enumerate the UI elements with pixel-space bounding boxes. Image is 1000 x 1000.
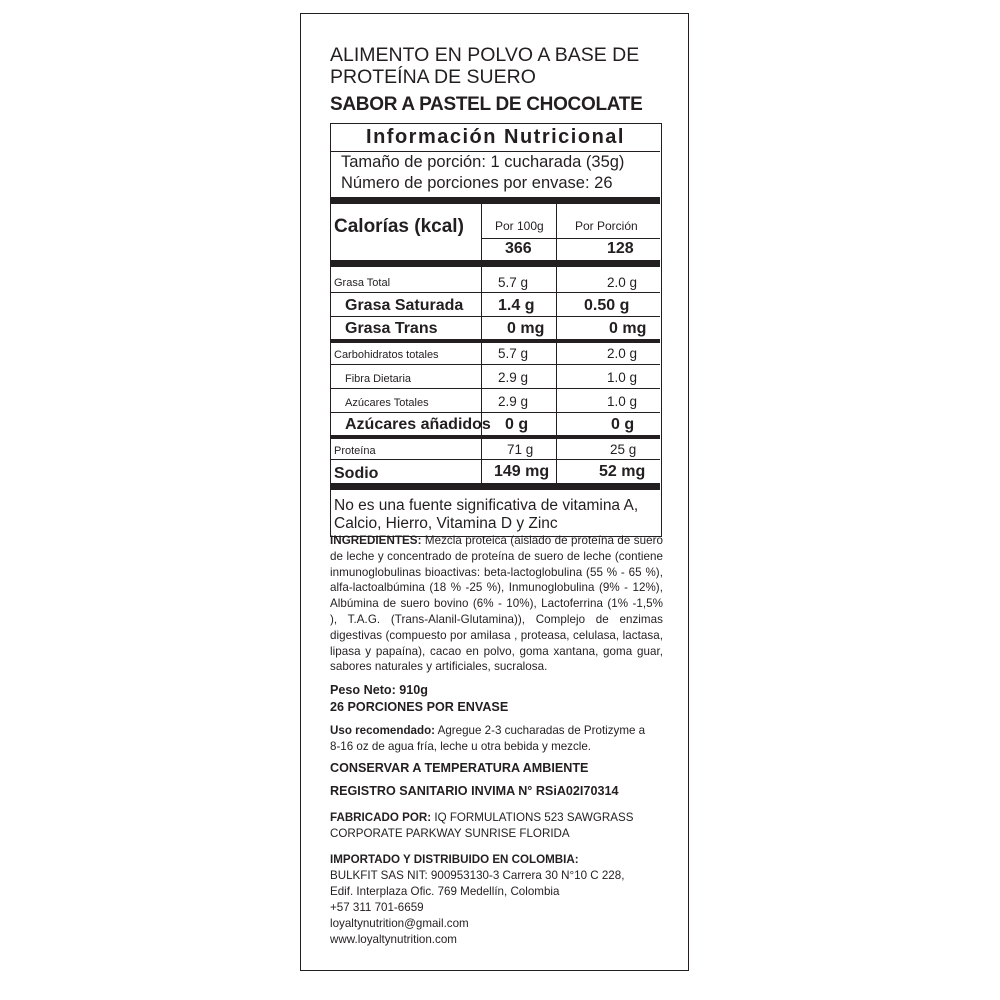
importer-label: IMPORTADO Y DISTRIBUIDO EN COLOMBIA: <box>330 853 579 866</box>
nutrition-title: Información Nutricional <box>366 126 625 148</box>
divider <box>556 204 557 260</box>
nutrient-value-per-serving: 2.0 g <box>607 346 638 361</box>
divider <box>331 459 660 460</box>
nutrient-value-per-serving: 0 g <box>611 416 635 433</box>
col-header-per100: Por 100g <box>495 219 544 233</box>
nutrient-value-per100: 5.7 g <box>498 275 529 290</box>
nutrition-facts-table <box>330 123 662 537</box>
divider-thick <box>331 483 660 490</box>
importer-line1: BULKFIT SAS NIT: 900953130-3 Carrera 30 N°10 C 228, <box>330 869 625 882</box>
col-header-per-serving: Por Porción <box>575 219 638 233</box>
usage-text-line2: 8-16 oz de agua fría, leche u otra bebida y mezcle. <box>330 740 592 753</box>
ingredients-text: Mezcla proteica (aislado de proteína de suero de leche y concentrado de proteína de suero de leche (contiene inmunoglobulinas bioactivas: beta-lactoglobulina (55 % - 65 %), alfa-lactoalbúmina (18 % -25 %), Inmunoglobulina (9% - 12%), Albúmina de suero bovino (6% - 10%), Lactoferrina (1% -1,5% ), T.A.G. (Trans-Alanil-Glutamina)), Complejo de enzimas digestivas (compuesto por amilasa , proteasa, celulasa, lactasa, lipasa y papaína), cacao en polvo, goma xantana, goma guar, sabores naturales y artificiales, sucralosa. <box>330 534 663 674</box>
divider <box>331 364 660 365</box>
usage-text-line1: Agregue 2-3 cucharadas de Protizyme a <box>437 724 646 737</box>
nutrition-footnote-line2: Calcio, Hierro, Vitamina D y Zinc <box>334 515 558 532</box>
product-title-line1: ALIMENTO EN POLVO A BASE DE <box>330 44 640 66</box>
divider-medium <box>331 339 660 343</box>
divider <box>331 151 660 152</box>
usage-label: Uso recomendado: <box>330 724 436 737</box>
nutrient-value-per-serving: 2.0 g <box>607 275 638 290</box>
importer-email: loyaltynutrition@gmail.com <box>330 917 469 930</box>
divider-thick <box>331 260 660 267</box>
nutrient-value-per100: 2.9 g <box>498 370 529 385</box>
ingredients-section <box>330 533 663 675</box>
divider <box>331 388 660 389</box>
nutrient-value-per-serving: 0 mg <box>609 320 647 337</box>
nutrient-value-per100: 0 g <box>505 416 529 433</box>
manufacturer-text-line2: CORPORATE PARKWAY SUNRISE FLORIDA <box>330 827 570 840</box>
divider-thick <box>331 197 660 204</box>
nutrient-value-per-serving: 0.50 g <box>584 297 630 314</box>
nutrient-label-fiber: Fibra Dietaria <box>345 373 412 385</box>
nutrient-label-protein: Proteína <box>334 445 376 457</box>
nutrient-value-per100: 5.7 g <box>498 346 529 361</box>
divider <box>556 267 557 483</box>
usage-line1 <box>330 723 645 739</box>
nutrient-value-per-serving: 52 mg <box>599 463 646 480</box>
nutrient-value-per100: 1.4 g <box>498 297 535 314</box>
sanitary-registry: REGISTRO SANITARIO INVIMA N° RSiA02I70314 <box>330 784 619 798</box>
nutrient-value-per-serving: 1.0 g <box>607 394 638 409</box>
nutrient-value-per-serving: 1.0 g <box>607 370 638 385</box>
manufacturer-text-line1: IQ FORMULATIONS 523 SAWGRASS <box>434 811 634 824</box>
importer-line2: Edif. Interplaza Ofic. 769 Medellín, Colombia <box>330 885 560 898</box>
serving-size: Tamaño de porción: 1 cucharada (35g) <box>341 153 625 171</box>
divider <box>331 292 660 293</box>
nutrient-label-trans-fat: Grasa Trans <box>345 320 438 337</box>
nutrition-footnote-line1: No es una fuente significativa de vitamina A, <box>334 497 639 514</box>
storage-instructions: CONSERVAR A TEMPERATURA AMBIENTE <box>330 761 589 775</box>
importer-website: www.loyaltynutrition.com <box>330 933 457 946</box>
servings-per-package: 26 PORCIONES POR ENVASE <box>330 700 509 714</box>
ingredients-label: INGREDIENTES: <box>330 534 422 547</box>
divider <box>331 316 660 317</box>
nutrient-value-per-serving: 25 g <box>610 442 637 457</box>
divider <box>331 412 660 413</box>
nutrient-value-per100: 71 g <box>507 442 534 457</box>
divider-medium <box>331 435 660 439</box>
nutrient-value-per100: 0 mg <box>507 320 545 337</box>
nutrient-label-total-sugars: Azúcares Totales <box>345 397 429 409</box>
nutrient-label-carbohydrates: Carbohidratos totales <box>334 349 439 361</box>
divider <box>481 267 482 483</box>
product-label <box>300 13 689 971</box>
servings-per-container: Número de porciones por envase: 26 <box>341 174 613 192</box>
calories-per100: 366 <box>505 240 532 257</box>
importer-phone: +57 311 701-6659 <box>330 901 424 914</box>
net-weight: Peso Neto: 910g <box>330 683 428 697</box>
divider <box>481 204 482 260</box>
nutrient-label-saturated-fat: Grasa Saturada <box>345 297 464 314</box>
flavor-title: SABOR A PASTEL DE CHOCOLATE <box>330 94 643 115</box>
nutrient-value-per100: 2.9 g <box>498 394 529 409</box>
calories-label: Calorías (kcal) <box>334 216 464 237</box>
manufacturer-label: FABRICADO POR: <box>330 811 432 824</box>
manufacturer-line1 <box>330 810 633 826</box>
nutrient-label-added-sugars: Azúcares añadidos <box>345 416 491 433</box>
nutrient-value-per100: 149 mg <box>494 463 550 480</box>
calories-per-serving: 128 <box>607 240 634 257</box>
divider <box>481 238 660 239</box>
product-title-line2: PROTEÍNA DE SUERO <box>330 66 536 88</box>
nutrient-label-sodium: Sodio <box>334 465 379 482</box>
nutrient-label-total-fat: Grasa Total <box>334 277 391 289</box>
